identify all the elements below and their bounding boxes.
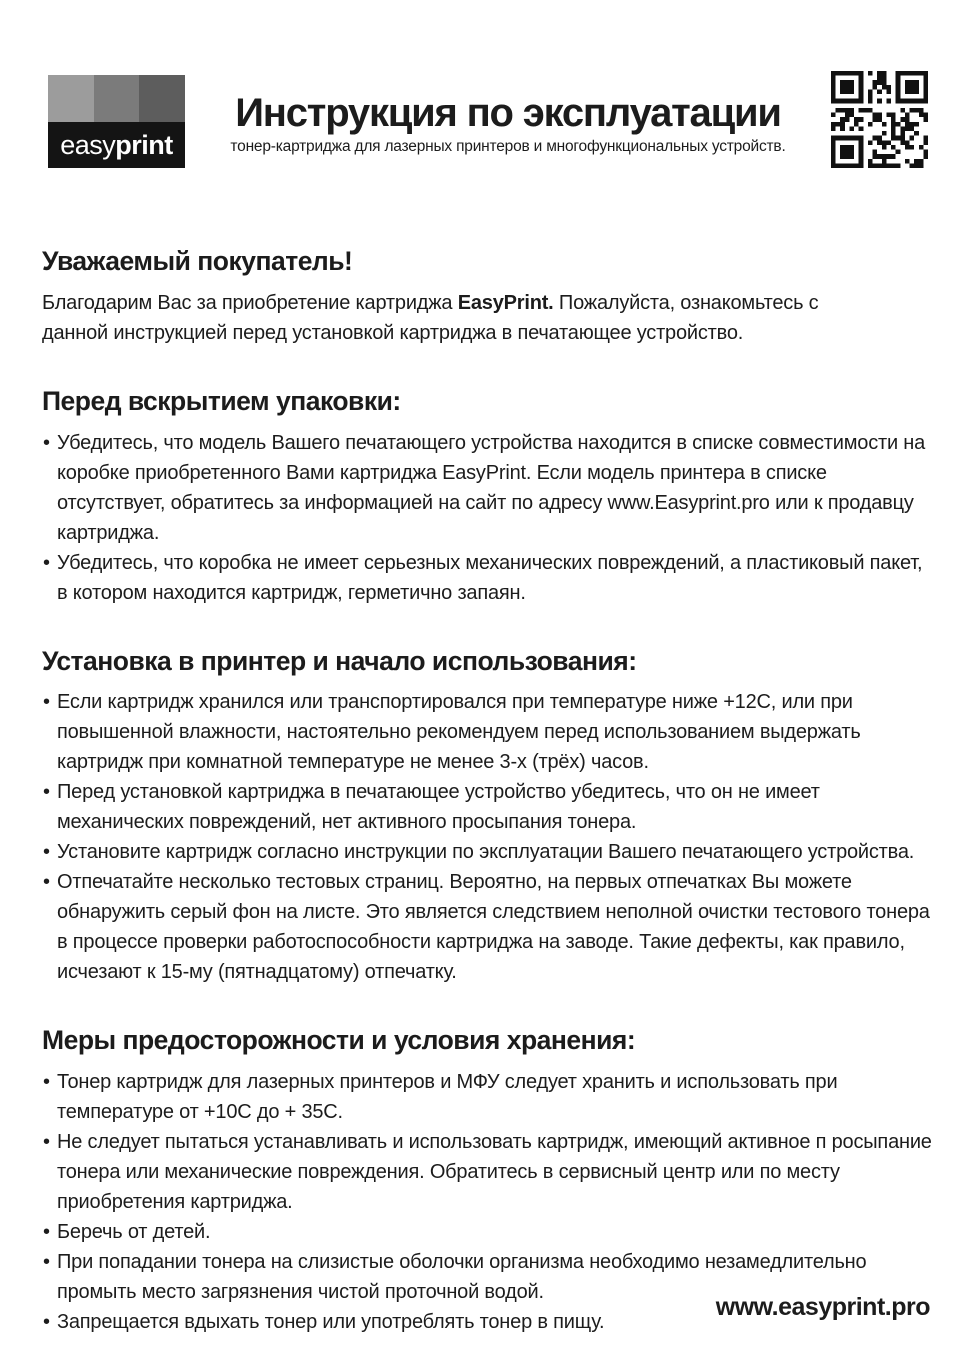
bullet-item: • Убедитесь, что коробка не имеет серьезных механических повреждений, а пластиковый пакет, в котором находится картридж, герметично запаян.	[42, 548, 934, 608]
section-before-opening	[42, 386, 934, 608]
qr-code-icon	[831, 71, 928, 168]
bullet-item: • Если картридж хранился или транспортировался при температуре ниже +12C, или при повышенной влажности, настоятельно рекомендуем перед использованием выдержать картридж при комнатной температуре не менее 3-х (трёх) часов.	[42, 687, 934, 777]
logo-stripe-light	[48, 75, 94, 122]
section-heading: Перед вскрытием упаковки:	[42, 385, 401, 416]
greeting-paragraph	[42, 288, 874, 348]
bullet-item: • Беречь от детей.	[42, 1217, 934, 1247]
document-content	[42, 246, 934, 1337]
bullet-item: • Не следует пытаться устанавливать и использовать картридж, имеющий активное п росыпание тонера или механические повреждения. Обратитесь в сервисный центр или по месту приобретения картриджа.	[42, 1127, 934, 1217]
greeting-heading: Уважаемый покупатель!	[42, 246, 353, 276]
logo-text-easy: easy	[60, 129, 116, 160]
logo-stripe-dark	[139, 75, 185, 122]
section-heading: Установка в принтер и начало использования:	[42, 645, 637, 676]
greeting-text-after: Пожалуйста, ознакомьтесь с данной инструкцией перед установкой картриджа в печатающее устройство.	[42, 291, 819, 344]
logo-stripe-mid	[94, 75, 140, 122]
section-heading: Меры предосторожности и условия хранения:	[42, 1025, 636, 1056]
bullet-item: • При попадании тонера на слизистые оболочки организма необходимо незамедлительно промыть место загрязнения чистой проточной водой.	[42, 1247, 934, 1307]
bullet-item: • Тонер картридж для лазерных принтеров и МФУ следует хранить и использовать при температуре от +10C до + 35C.	[42, 1067, 934, 1127]
page-title: Инструкция по эксплуатации	[235, 91, 781, 135]
title-block	[185, 75, 831, 156]
logo-text-print: print	[115, 129, 173, 160]
bullet-item: • Отпечатайте несколько тестовых страниц. Вероятно, на первых отпечатках Вы можете обнаружить серый фон на листе. Это является следствием неполной очистки тестового тонера в процессе проверки работоспособности картриджа на заводе. Такие дефекты, как правило, исчезают к 15-му (пятнадцатому) отпечатку.	[42, 867, 934, 987]
bullet-item: • Установите картридж согласно инструкции по эксплуатации Вашего печатающего устройства.	[42, 837, 934, 867]
bullet-list	[42, 687, 934, 987]
bullet-item: • Убедитесь, что модель Вашего печатающего устройства находится в списке совместимости на коробке приобретенного Вами картриджа EasyPrint. Если модель принтера в списке отсутствует, обратитесь за информацией на сайт по адресу www.Easyprint.pro или к продавцу картриджа.	[42, 428, 934, 548]
section-installation	[42, 646, 934, 988]
logo-wordmark	[48, 122, 185, 168]
website-url: www.easyprint.pro	[715, 1293, 930, 1321]
easyprint-logo	[48, 75, 185, 168]
bullet-item: • Перед установкой картриджа в печатающее устройство убедитесь, что он не имеет механических повреждений, нет активного просыпания тонера.	[42, 777, 934, 837]
logo-stripes	[48, 75, 185, 122]
page-header	[48, 75, 928, 168]
section-precautions	[42, 1025, 934, 1337]
bullet-item: • Запрещается вдыхать тонер или употреблять тонер в пищу.	[42, 1307, 934, 1337]
brand-name: EasyPrint.	[457, 291, 554, 314]
section-greeting	[42, 246, 934, 348]
bullet-list	[42, 428, 934, 608]
greeting-text-before: Благодарим Вас за приобретение картриджа	[42, 291, 458, 314]
page-subtitle: тонер-картриджа для лазерных принтеров и многофункциональных устройств.	[230, 138, 786, 155]
